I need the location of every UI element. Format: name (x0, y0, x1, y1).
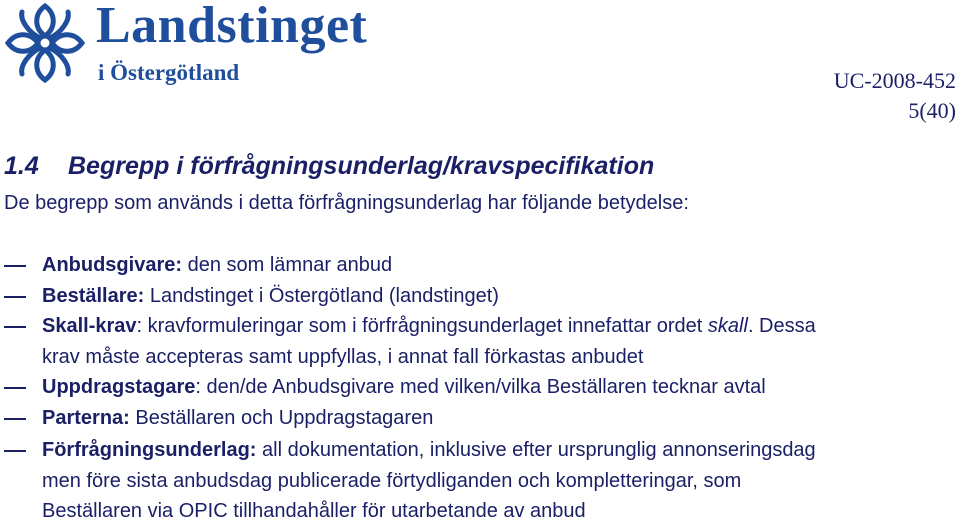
definition-text: : kravformuleringar som i förfrågningsunderlaget innefattar ordet (136, 315, 708, 337)
logo-wordmark: Landstinget (96, 0, 368, 54)
definition-item (0, 372, 960, 403)
definition-item (0, 311, 960, 372)
definition-text: all dokumentation, inklusive efter ursprunglig annonseringsdag (256, 439, 816, 461)
definition-text: : den/de Anbudsgivare med vilken/vilka Beställaren tecknar avtal (195, 376, 766, 398)
definition-term: Förfrågningsunderlag: (42, 439, 257, 461)
landstinget-logo (4, 2, 374, 94)
definition-term: Uppdragstagare (42, 376, 196, 398)
dash-bullet-icon (4, 265, 26, 267)
definition-item (0, 403, 960, 434)
definition-item (0, 281, 960, 312)
document-reference (834, 66, 956, 126)
document-id: UC-2008-452 (833, 68, 956, 93)
dash-bullet-icon (4, 450, 26, 452)
section-title: Begrepp i förfrågningsunderlag/kravspecifikation (68, 152, 655, 180)
definition-term: Parterna: (42, 406, 130, 429)
dash-bullet-icon (4, 418, 26, 420)
intro-text: De begrepp som används i detta förfrågningsunderlag har följande betydelse: (4, 192, 689, 214)
page-number: 5(40) (908, 98, 956, 123)
definition-item (0, 435, 960, 527)
definition-term: Skall-krav (42, 315, 137, 337)
definition-text: Beställaren och Uppdragstagaren (129, 406, 434, 429)
section-heading (4, 152, 654, 181)
definition-term: Anbudsgivare: (42, 254, 183, 276)
snowflake-emblem-icon (4, 2, 86, 84)
definition-term: Beställare: (42, 284, 145, 307)
logo-subtitle: i Östergötland (98, 60, 240, 85)
definition-list (0, 250, 960, 527)
section-number: 1.4 (4, 152, 39, 180)
definition-continuation: men före sista anbudsdag publicerade förtydliganden och kompletteringar, som (42, 469, 742, 492)
definition-text-after: . Dessa (747, 315, 816, 337)
definition-emphasis: skall (707, 315, 748, 337)
definition-text: Landstinget i Östergötland (landstinget) (144, 284, 499, 307)
definition-text: den som lämnar anbud (182, 254, 393, 276)
definition-item (0, 250, 960, 281)
definition-continuation: krav måste accepteras samt uppfyllas, i annat fall förkastas anbudet (42, 345, 644, 368)
dash-bullet-icon (4, 326, 26, 328)
dash-bullet-icon (4, 387, 26, 389)
dash-bullet-icon (4, 296, 26, 298)
definition-continuation: Beställaren via OPIC tillhandahåller för utarbetande av anbud (42, 500, 586, 522)
